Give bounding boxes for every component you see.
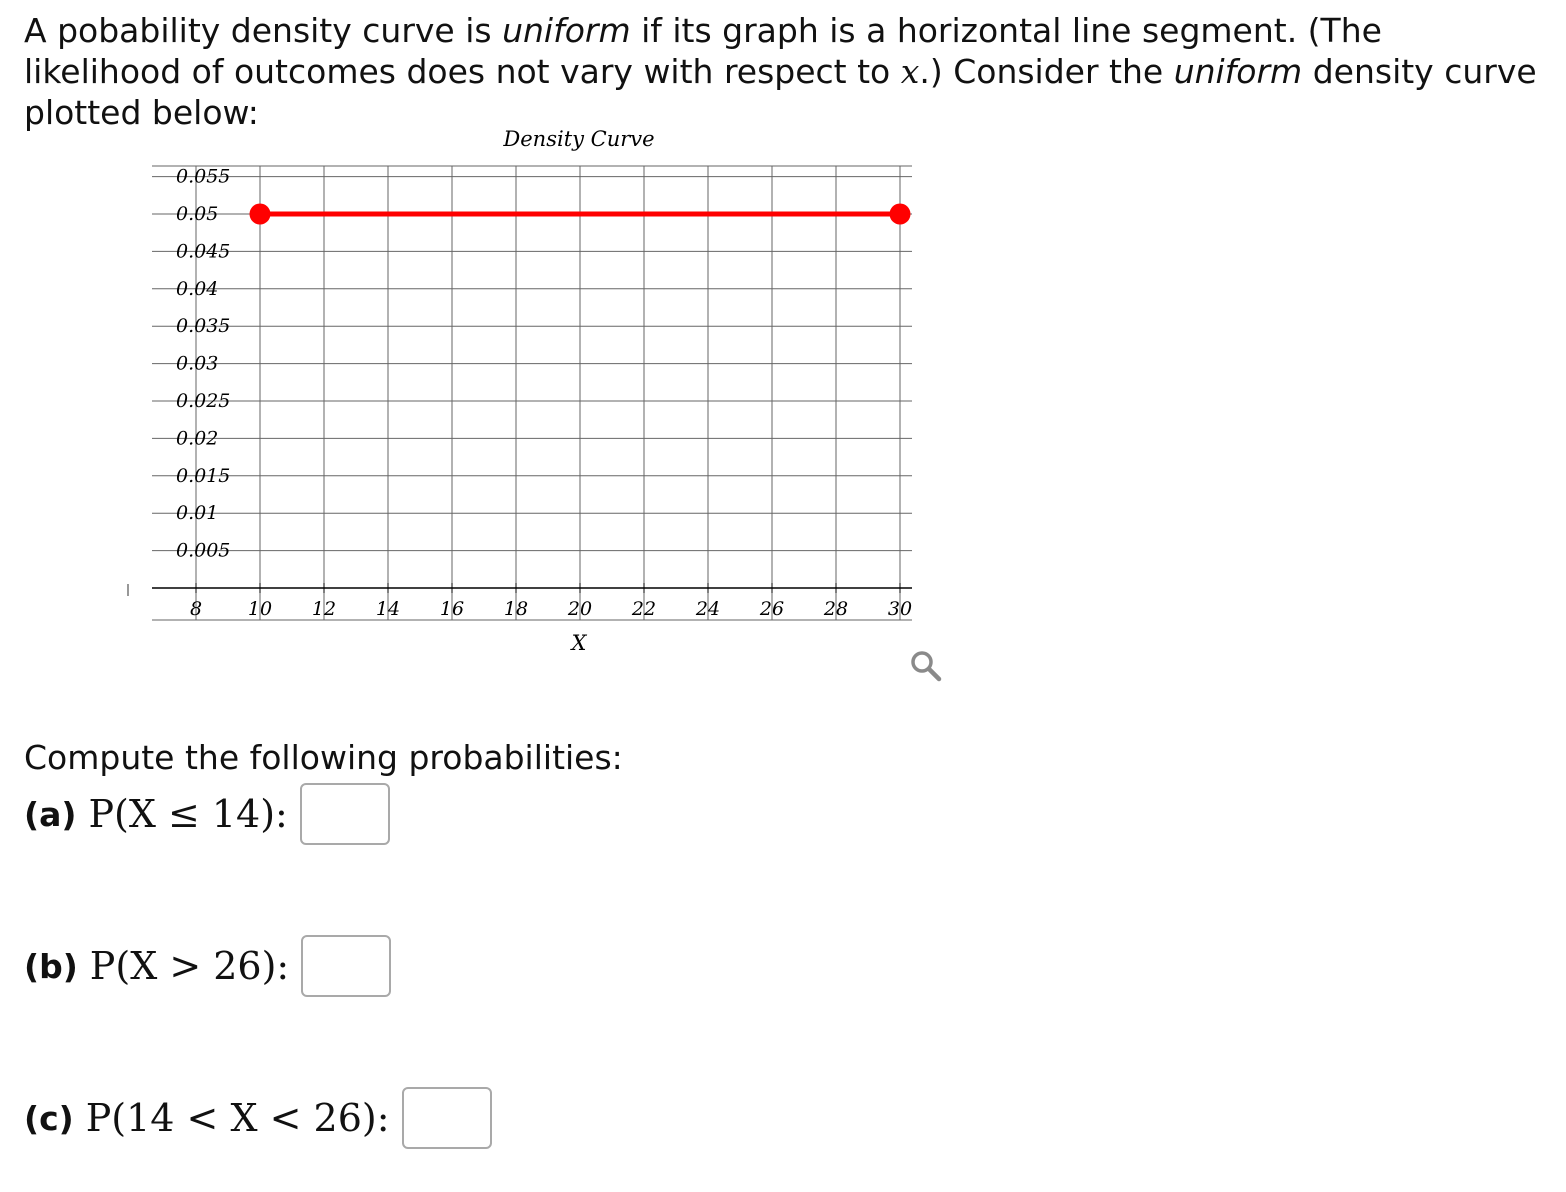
question-c <box>24 1084 492 1152</box>
variable-x: x <box>900 52 920 91</box>
question-a <box>24 780 390 848</box>
probability-expression: P(14 < X < 26): <box>85 1096 390 1140</box>
y-tick-label: 0.05 <box>176 203 219 225</box>
probability-expression: P(X > 26): <box>89 944 290 988</box>
x-tick-label: 24 <box>695 598 721 620</box>
x-axis-label: X <box>571 631 587 655</box>
y-tick-label: 0.055 <box>176 165 231 188</box>
instructions: Compute the following probabilities: <box>24 738 623 777</box>
question-b <box>24 932 391 1000</box>
x-tick-label: 22 <box>631 598 657 620</box>
x-tick-label: 12 <box>311 598 337 620</box>
y-tick-label: 0.035 <box>176 315 231 338</box>
y-tick-label: 0.04 <box>176 277 219 300</box>
x-tick-label: 14 <box>375 598 401 620</box>
answer-input-b[interactable] <box>301 935 391 997</box>
y-tick-label: 0.01 <box>176 502 219 525</box>
density-endpoint <box>890 204 911 225</box>
magnifier-icon[interactable] <box>906 646 946 686</box>
question-label: (c) <box>24 1098 74 1138</box>
y-tick-label: 0.025 <box>176 390 231 412</box>
probability-expression: P(X ≤ 14): <box>88 792 288 836</box>
y-tick-label: 0.015 <box>176 464 231 487</box>
chart-title: Density Curve <box>503 127 655 151</box>
density-curve-chart <box>0 110 1000 670</box>
x-tick-label: 20 <box>567 598 593 620</box>
y-tick-label: 0.02 <box>176 427 219 450</box>
x-tick-label: 8 <box>189 598 203 620</box>
x-tick-label: 30 <box>887 598 913 620</box>
y-tick-label: 0.005 <box>176 539 231 562</box>
question-label: (a) <box>24 794 77 834</box>
x-tick-label: 26 <box>759 598 785 620</box>
y-tick-label: 0.045 <box>176 240 231 263</box>
density-endpoint <box>250 204 271 225</box>
problem-statement: A pobability density curve is uniform if its graph is a horizontal line segment. (The likelihood of outcomes does not vary with respect to x.) Consider the uniform density curve plotted below: <box>24 11 1537 132</box>
x-tick-label: 10 <box>247 598 273 620</box>
x-tick-label: 28 <box>823 598 849 620</box>
question-label: (b) <box>24 946 78 986</box>
x-tick-label: 18 <box>503 598 529 620</box>
answer-input-c[interactable] <box>402 1087 492 1149</box>
y-tick-label: 0.03 <box>176 352 219 375</box>
answer-input-a[interactable] <box>300 783 390 845</box>
x-tick-label: 16 <box>439 598 465 620</box>
